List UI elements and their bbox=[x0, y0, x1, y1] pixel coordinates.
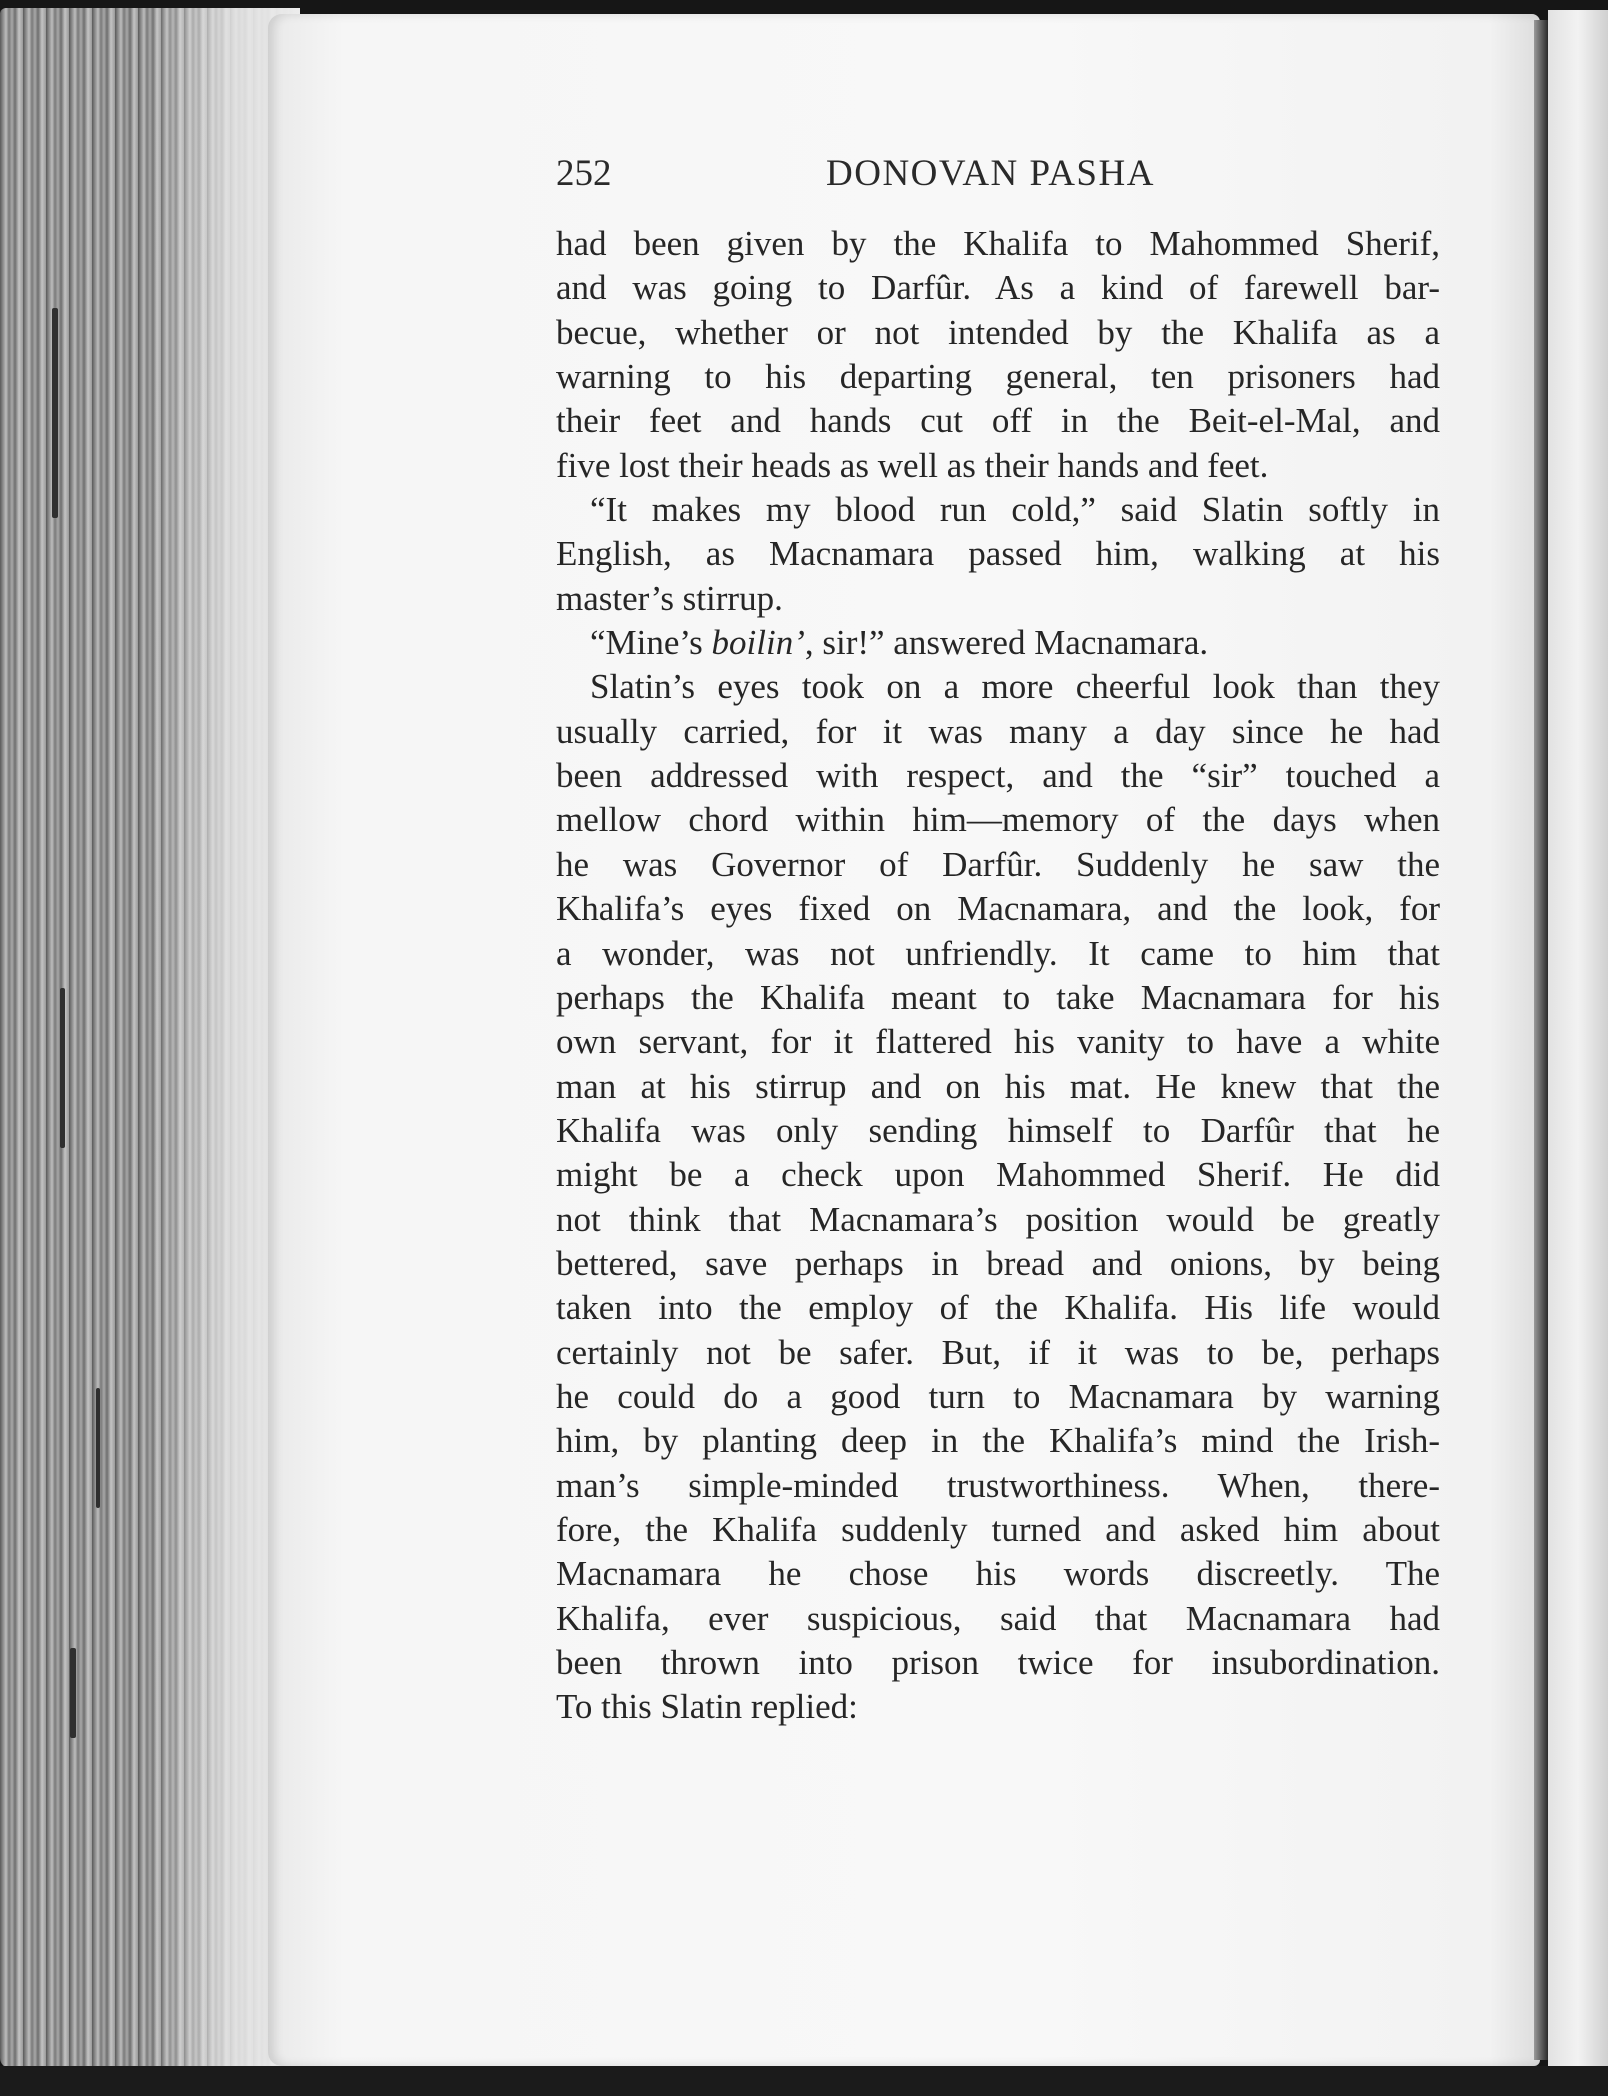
text-line: fore, the Khalifa suddenly turned and asked him about bbox=[556, 1509, 1440, 1549]
text-line: their feet and hands cut off in the Beit-el-Mal, and bbox=[556, 401, 1440, 441]
text-line: becue, whether or not intended by the Khalifa as a bbox=[556, 312, 1440, 352]
page-header bbox=[556, 152, 1436, 200]
edge-mark bbox=[52, 308, 58, 518]
page-number: 252 bbox=[556, 153, 612, 194]
text-line: Khalifa, ever suspicious, said that Macnamara had bbox=[556, 1598, 1440, 1638]
text-line: man’s simple-minded trustworthiness. When, there- bbox=[556, 1465, 1440, 1505]
text-line: him, by planting deep in the Khalifa’s mind the Irish- bbox=[556, 1421, 1440, 1461]
text-line: Khalifa was only sending himself to Darfûr that he bbox=[556, 1110, 1440, 1150]
book-page-edges bbox=[0, 8, 300, 2068]
text-line: and was going to Darfûr. As a kind of farewell bar- bbox=[556, 268, 1440, 308]
text-line: To this Slatin replied: bbox=[556, 1687, 858, 1727]
text-line: a wonder, was not unfriendly. It came to him that bbox=[556, 933, 1440, 973]
text-line: English, as Macnamara passed him, walking at his bbox=[556, 534, 1440, 574]
italic-word: boilin’ bbox=[711, 623, 805, 663]
text-line: own servant, for it flattered his vanity to have a white bbox=[556, 1022, 1440, 1062]
text-line: been addressed with respect, and the “sir” touched a bbox=[556, 756, 1440, 796]
text-line: had been given by the Khalifa to Mahommed Sherif, bbox=[556, 224, 1440, 263]
text-line: Khalifa’s eyes fixed on Macnamara, and the look, for bbox=[556, 889, 1440, 929]
dialogue-line bbox=[556, 621, 1440, 665]
text-line: been thrown into prison twice for insubordination. bbox=[556, 1643, 1440, 1682]
text-segment: “Mine’s bbox=[590, 623, 712, 663]
text-line: taken into the employ of the Khalifa. His life would bbox=[556, 1288, 1440, 1328]
text-line: mellow chord within him—memory of the days when bbox=[556, 800, 1440, 840]
edge-mark bbox=[70, 1648, 76, 1738]
edge-mark bbox=[96, 1388, 100, 1508]
text-line: man at his stirrup and on his mat. He knew that the bbox=[556, 1066, 1440, 1106]
text-line: might be a check upon Mahommed Sherif. He did bbox=[556, 1155, 1440, 1195]
text-line: usually carried, for it was many a day since he had bbox=[556, 711, 1440, 751]
text-line: warning to his departing general, ten prisoners had bbox=[556, 357, 1440, 397]
edge-mark bbox=[60, 988, 65, 1148]
text-line: perhaps the Khalifa meant to take Macnamara for his bbox=[556, 977, 1440, 1017]
next-page-sliver bbox=[1548, 10, 1608, 2080]
text-line: not think that Macnamara’s position would be greatly bbox=[556, 1199, 1440, 1239]
running-head: DONOVAN PASHA bbox=[826, 153, 1155, 194]
text-line: Slatin’s eyes took on a more cheerful look than they bbox=[590, 667, 1440, 707]
text-segment: , sir!” answered Macnamara. bbox=[804, 623, 1209, 663]
gutter-shadow bbox=[1534, 20, 1548, 2060]
text-line: he could do a good turn to Macnamara by warning bbox=[556, 1376, 1440, 1416]
text-line: he was Governor of Darfûr. Suddenly he saw the bbox=[556, 844, 1440, 884]
bottom-border bbox=[0, 2066, 1608, 2096]
text-line: certainly not be safer. But, if it was to be, perhaps bbox=[556, 1332, 1440, 1372]
text-line: bettered, save perhaps in bread and onions, by being bbox=[556, 1243, 1440, 1283]
text-line: Macnamara he chose his words discreetly. The bbox=[556, 1554, 1440, 1594]
text-line: five lost their heads as well as their hands and feet. bbox=[556, 445, 1269, 485]
body-text bbox=[556, 222, 1440, 1730]
text-line: “It makes my blood run cold,” said Slatin softly in bbox=[590, 490, 1440, 530]
text-line: master’s stirrup. bbox=[556, 578, 783, 618]
